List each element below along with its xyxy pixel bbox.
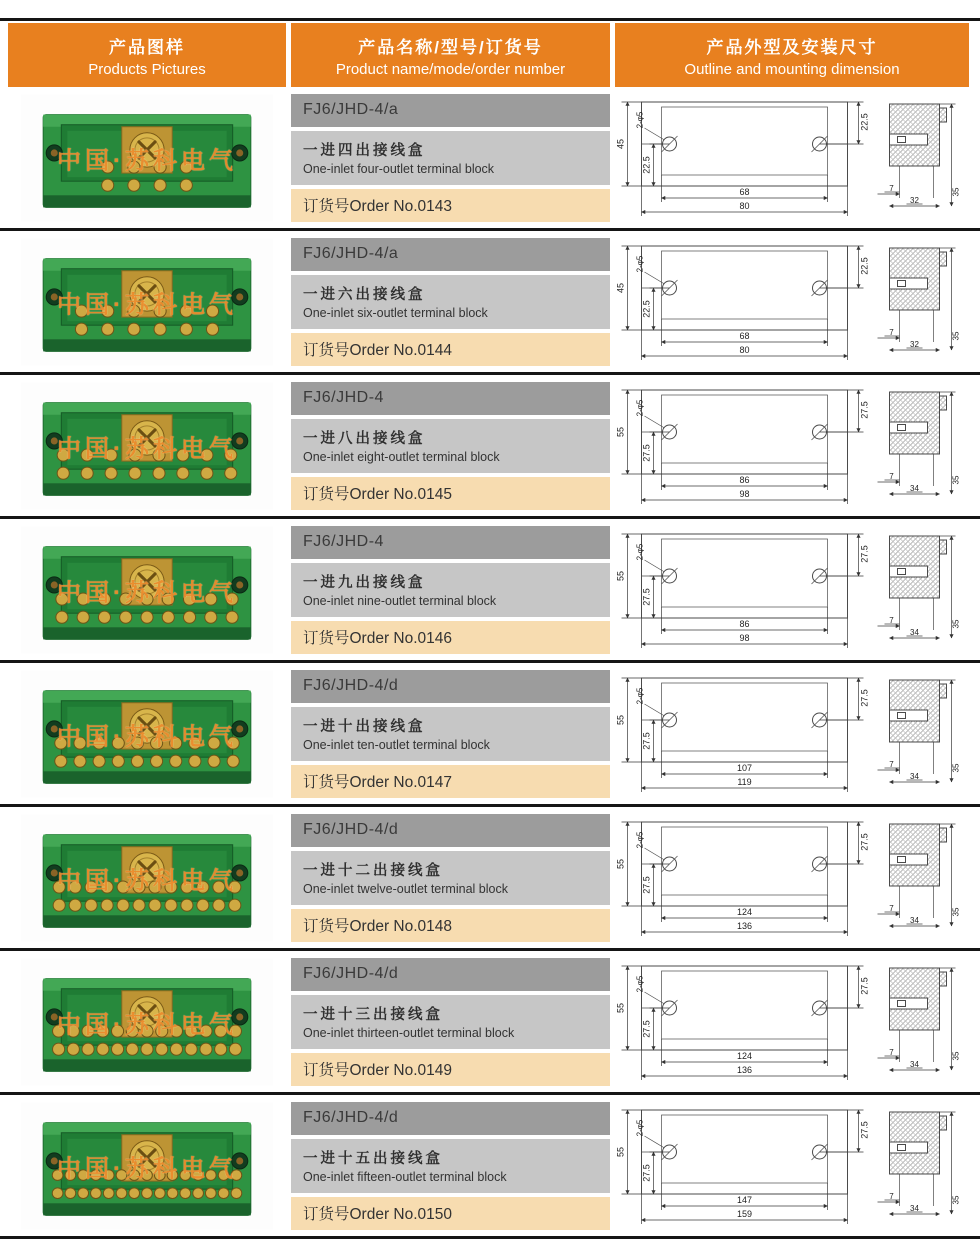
product-info-cell	[291, 958, 610, 1086]
front-view-outline	[642, 390, 848, 474]
product-model: FJ6/JHD-4/a	[291, 238, 610, 271]
product-name-zh: 一进八出接线盒	[303, 431, 426, 447]
dim-holes: 2-φ5	[635, 543, 645, 560]
header-zh: 产品名称/型号/订货号	[358, 37, 543, 57]
watermark-text: 中国·苏科电气	[57, 147, 237, 174]
outline-drawing-svg	[615, 812, 969, 944]
front-view-outline	[642, 966, 848, 1050]
dim-outer-width: 136	[736, 1064, 753, 1075]
product-photo-cell	[8, 1095, 286, 1236]
rail-clip	[940, 828, 947, 842]
dim-offset-left: 22.5	[641, 155, 652, 174]
dim-height: 55	[615, 714, 626, 725]
side-slot	[890, 1142, 928, 1153]
product-order-number: 订货号Order No.0147	[291, 765, 610, 798]
dim-holes: 2-φ5	[635, 975, 645, 992]
product-name-en: One-inlet four-outlet terminal block	[303, 162, 495, 176]
dim-offset-left: 27.5	[641, 731, 652, 750]
product-order-number: 订货号Order No.0149	[291, 1053, 610, 1086]
dim-height: 55	[615, 570, 626, 581]
terminal-block-image	[21, 1102, 273, 1230]
side-slot	[890, 566, 928, 577]
terminal-block-image	[21, 94, 273, 222]
product-row	[0, 231, 980, 375]
dim-outer-width: 159	[736, 1208, 753, 1219]
dim-holes: 2-φ5	[635, 1119, 645, 1136]
outline-drawing	[615, 1100, 969, 1232]
dim-side-depth: 7	[889, 903, 894, 913]
product-description	[291, 131, 610, 185]
side-slot	[890, 710, 928, 721]
product-model: FJ6/JHD-4/d	[291, 958, 610, 991]
watermark-text: 中国·苏科电气	[57, 1011, 237, 1038]
outline-drawing-svg	[615, 524, 969, 656]
side-slot	[890, 998, 928, 1009]
front-view-recess	[662, 395, 828, 463]
dim-offset-right: 27.5	[859, 688, 870, 707]
header-zh: 产品图样	[109, 37, 185, 57]
product-order-number: 订货号Order No.0150	[291, 1197, 610, 1230]
dimension-drawing-cell	[615, 1100, 969, 1232]
product-photo-cell	[8, 951, 286, 1092]
front-view-recess	[662, 107, 828, 175]
dim-offset-left: 22.5	[641, 299, 652, 318]
dim-offset-left: 27.5	[641, 587, 652, 606]
product-model: FJ6/JHD-4	[291, 382, 610, 415]
product-description	[291, 563, 610, 617]
outline-drawing	[615, 380, 969, 512]
dim-inner-width: 124	[736, 1050, 753, 1061]
dimension-drawing-cell	[615, 524, 969, 656]
terminal-block-photo	[21, 94, 273, 222]
product-name-zh: 一进十出接线盒	[303, 719, 426, 735]
product-model: FJ6/JHD-4/d	[291, 1102, 610, 1135]
outline-drawing	[615, 956, 969, 1088]
product-description	[291, 851, 610, 905]
side-slot	[890, 278, 928, 289]
product-row	[0, 663, 980, 807]
dimension-drawing-cell	[615, 956, 969, 1088]
dim-height: 55	[615, 1002, 626, 1013]
outline-drawing-svg	[615, 668, 969, 800]
side-slot	[890, 422, 928, 433]
product-name-en: One-inlet thirteen-outlet terminal block	[303, 1026, 515, 1040]
dim-offset-left: 27.5	[641, 443, 652, 462]
dim-offset-right: 22.5	[859, 256, 870, 275]
product-row	[0, 1095, 980, 1239]
outline-drawing	[615, 812, 969, 944]
watermark-text: 中国·苏科电气	[57, 1155, 237, 1182]
dim-side-depth: 7	[889, 183, 894, 193]
watermark-text: 中国·苏科电气	[57, 435, 237, 462]
dim-offset-right: 27.5	[859, 544, 870, 563]
front-view-outline	[642, 534, 848, 618]
dim-offset-right: 22.5	[859, 112, 870, 131]
dim-inner-width: 86	[739, 474, 750, 485]
dim-holes: 2-φ5	[635, 399, 645, 416]
rail-clip	[940, 540, 947, 554]
product-row	[0, 87, 980, 231]
dim-inner-width: 86	[739, 618, 750, 629]
dim-outer-width: 136	[736, 920, 753, 931]
dim-height: 55	[615, 426, 626, 437]
dim-side-depth: 7	[889, 1191, 894, 1201]
front-view-recess	[662, 539, 828, 607]
header-en: Outline and mounting dimension	[684, 60, 900, 78]
dim-side-depth: 7	[889, 471, 894, 481]
outline-drawing	[615, 92, 969, 224]
dimension-drawing-cell	[615, 236, 969, 368]
dim-offset-left: 27.5	[641, 875, 652, 894]
front-view-recess	[662, 251, 828, 319]
outline-drawing-svg	[615, 236, 969, 368]
dim-height: 45	[615, 138, 626, 149]
dim-inner-width: 147	[736, 1194, 753, 1205]
terminal-block-photo	[21, 1102, 273, 1230]
front-view-recess	[662, 827, 828, 895]
dim-side-height: 35	[951, 187, 961, 196]
front-view-recess	[662, 1115, 828, 1183]
product-order-number: 订货号Order No.0148	[291, 909, 610, 942]
outline-drawing-svg	[615, 92, 969, 224]
dim-inner-width: 68	[739, 186, 750, 197]
dim-side-depth: 7	[889, 615, 894, 625]
header-zh: 产品外型及安装尺寸	[706, 37, 878, 57]
dim-side-width: 34	[910, 1203, 919, 1213]
dim-height: 45	[615, 282, 626, 293]
rail-clip	[940, 972, 947, 986]
rail-clip	[940, 396, 947, 410]
terminal-block-image	[21, 958, 273, 1086]
dim-side-height: 35	[951, 1195, 961, 1204]
product-order-number: 订货号Order No.0144	[291, 333, 610, 366]
product-name-zh: 一进四出接线盒	[303, 143, 426, 159]
watermark-text: 中国·苏科电气	[57, 579, 237, 606]
dim-height: 55	[615, 858, 626, 869]
rail-clip	[940, 252, 947, 266]
product-model: FJ6/JHD-4/a	[291, 94, 610, 127]
dim-inner-width: 68	[739, 330, 750, 341]
terminal-block-photo	[21, 958, 273, 1086]
outline-drawing-svg	[615, 1100, 969, 1232]
dim-holes: 2-φ5	[635, 687, 645, 704]
watermark-text: 中国·苏科电气	[57, 291, 237, 318]
dim-offset-right: 27.5	[859, 1120, 870, 1139]
product-info-cell	[291, 1102, 610, 1230]
dim-outer-width: 80	[739, 344, 750, 355]
terminal-block-photo	[21, 814, 273, 942]
product-name-zh: 一进十五出接线盒	[303, 1151, 443, 1167]
product-info-cell	[291, 814, 610, 942]
product-description	[291, 419, 610, 473]
product-name-zh: 一进十二出接线盒	[303, 863, 443, 879]
product-name-zh: 一进九出接线盒	[303, 575, 426, 591]
header-en: Product name/mode/order number	[335, 60, 566, 78]
terminal-block-photo	[21, 526, 273, 654]
product-info-cell	[291, 382, 610, 510]
product-row	[0, 951, 980, 1095]
dimension-drawing-cell	[615, 812, 969, 944]
dim-side-depth: 7	[889, 759, 894, 769]
product-name-en: One-inlet six-outlet terminal block	[303, 306, 488, 320]
watermark-text: 中国·苏科电气	[57, 723, 237, 750]
product-name-zh: 一进十三出接线盒	[303, 1007, 443, 1023]
terminal-block-photo	[21, 238, 273, 366]
product-order-number: 订货号Order No.0143	[291, 189, 610, 222]
dim-side-width: 32	[910, 339, 919, 349]
dim-holes: 2-φ5	[635, 255, 645, 272]
product-info-cell	[291, 526, 610, 654]
dim-holes: 2-φ5	[635, 111, 645, 128]
product-row	[0, 375, 980, 519]
product-model: FJ6/JHD-4/d	[291, 814, 610, 847]
terminal-block-image	[21, 382, 273, 510]
product-info-cell	[291, 670, 610, 798]
terminal-block-image	[21, 814, 273, 942]
outline-drawing	[615, 668, 969, 800]
dim-offset-left: 27.5	[641, 1019, 652, 1038]
product-photo-cell	[8, 87, 286, 228]
outline-drawing	[615, 236, 969, 368]
product-photo-cell	[8, 231, 286, 372]
rail-clip	[940, 108, 947, 122]
product-name-en: One-inlet fifteen-outlet terminal block	[303, 1170, 507, 1184]
header-en: Products Pictures	[88, 60, 206, 78]
product-order-number: 订货号Order No.0146	[291, 621, 610, 654]
watermark-text: 中国·苏科电气	[57, 867, 237, 894]
header-products-pictures	[8, 23, 286, 87]
product-name-en: One-inlet ten-outlet terminal block	[303, 738, 490, 752]
front-view-outline	[642, 1110, 848, 1194]
product-model: FJ6/JHD-4	[291, 526, 610, 559]
product-photo-cell	[8, 807, 286, 948]
product-description	[291, 707, 610, 761]
product-row	[0, 807, 980, 951]
product-photo-cell	[8, 663, 286, 804]
terminal-block-photo	[21, 382, 273, 510]
product-name-zh: 一进六出接线盒	[303, 287, 426, 303]
dim-offset-right: 27.5	[859, 832, 870, 851]
dim-side-width: 34	[910, 771, 919, 781]
front-view-outline	[642, 102, 848, 186]
terminal-block-image	[21, 670, 273, 798]
header-outline-dimension	[615, 23, 969, 87]
rail-clip	[940, 684, 947, 698]
front-view-recess	[662, 971, 828, 1039]
product-info-cell	[291, 238, 610, 366]
dim-outer-width: 98	[739, 632, 750, 643]
dim-offset-left: 27.5	[641, 1163, 652, 1182]
outline-drawing	[615, 524, 969, 656]
dim-side-height: 35	[951, 907, 961, 916]
product-photo-cell	[8, 375, 286, 516]
dim-side-depth: 7	[889, 1047, 894, 1057]
dim-side-height: 35	[951, 1051, 961, 1060]
rail-clip	[940, 1116, 947, 1130]
dim-offset-right: 27.5	[859, 976, 870, 995]
dim-side-width: 34	[910, 483, 919, 493]
dimension-drawing-cell	[615, 92, 969, 224]
dimension-drawing-cell	[615, 380, 969, 512]
product-info-cell	[291, 94, 610, 222]
outline-drawing-svg	[615, 380, 969, 512]
dim-side-width: 34	[910, 915, 919, 925]
dim-side-height: 35	[951, 475, 961, 484]
dim-outer-width: 80	[739, 200, 750, 211]
product-name-en: One-inlet twelve-outlet terminal block	[303, 882, 508, 896]
dim-outer-width: 98	[739, 488, 750, 499]
dim-height: 55	[615, 1146, 626, 1157]
dim-outer-width: 119	[737, 776, 752, 787]
dim-inner-width: 107	[736, 762, 753, 773]
product-order-number: 订货号Order No.0145	[291, 477, 610, 510]
dim-offset-right: 27.5	[859, 400, 870, 419]
dim-inner-width: 124	[736, 906, 753, 917]
dim-side-width: 34	[910, 627, 919, 637]
product-model: FJ6/JHD-4/d	[291, 670, 610, 703]
outline-drawing-svg	[615, 956, 969, 1088]
product-description	[291, 995, 610, 1049]
dim-side-height: 35	[951, 331, 961, 340]
table-header	[0, 21, 980, 87]
header-product-name	[291, 23, 610, 87]
dim-side-height: 35	[951, 763, 961, 772]
front-view-outline	[642, 246, 848, 330]
product-name-en: One-inlet nine-outlet terminal block	[303, 594, 497, 608]
product-row	[0, 519, 980, 663]
dim-side-depth: 7	[889, 327, 894, 337]
dim-side-width: 32	[910, 195, 919, 205]
front-view-outline	[642, 678, 848, 762]
product-description	[291, 1139, 610, 1193]
dimension-drawing-cell	[615, 668, 969, 800]
product-name-en: One-inlet eight-outlet terminal block	[303, 450, 500, 464]
product-photo-cell	[8, 519, 286, 660]
front-view-outline	[642, 822, 848, 906]
product-description	[291, 275, 610, 329]
terminal-block-image	[21, 238, 273, 366]
side-slot	[890, 134, 928, 145]
dim-side-height: 35	[951, 619, 961, 628]
dim-holes: 2-φ5	[635, 831, 645, 848]
terminal-block-image	[21, 526, 273, 654]
front-view-recess	[662, 683, 828, 751]
side-slot	[890, 854, 928, 865]
dim-side-width: 34	[910, 1059, 919, 1069]
terminal-block-photo	[21, 670, 273, 798]
